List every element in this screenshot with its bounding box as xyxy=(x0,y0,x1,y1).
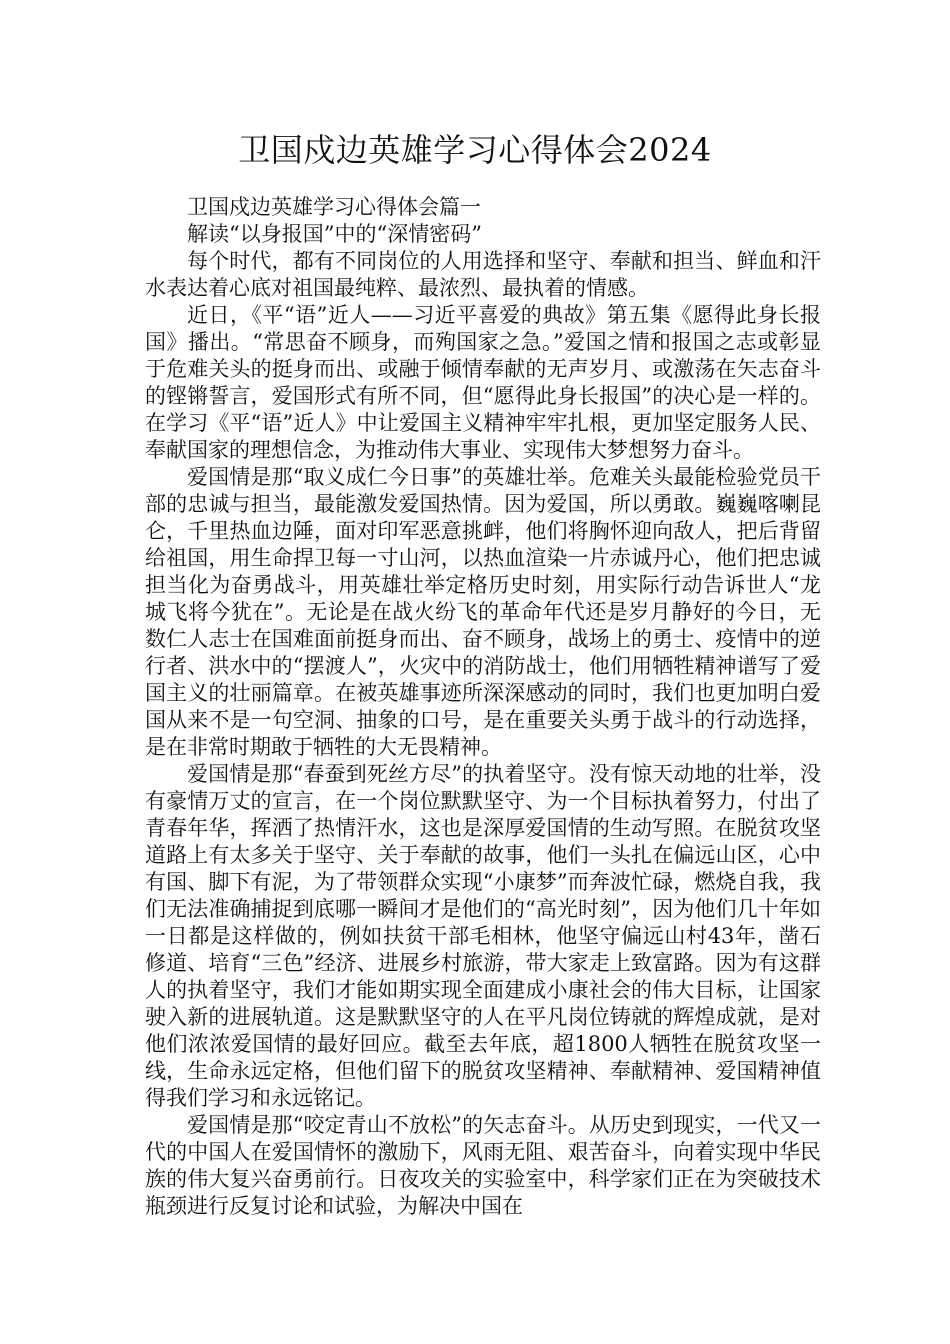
paragraph-intro: 每个时代，都有不同岗位的人用选择和坚守、奉献和担当、鲜血和汗水表达着心底对祖国最纯粹、最浓烈、最执着的情感。 xyxy=(145,249,821,300)
paragraph-broadcast: 近日，《平“语”近人——习近平喜爱的典故》第五集《愿得此身长报国》播出。“常思奋不顾身，而殉国家之急。”爱国之情和报国之志或彰显于危难关头的挺身而出、或融于倾情奉献的无声岁月、或激荡在矢志奋斗的铿锵誓言，爱国形式有所不同，但“愿得此身长报国”的决心是一样的。在学习《平“语”近人》中让爱国主义精神牢牢扎根，更加坚定服务人民、奉献国家的理想信念，为推动伟大事业、实现伟大梦想努力奋斗。 xyxy=(145,303,821,462)
paragraph-heroic-deeds: 爱国情是那“取义成仁今日事”的英雄壮举。危难关头最能检验党员干部的忠诚与担当，最能激发爱国热情。因为爱国，所以勇敢。巍巍喀喇昆仑，千里热血边陲，面对印军恶意挑衅，他们将胸怀迎向敌人，把后背留给祖国，用生命捍卫每一寸山河，以热血渲染一片赤诚丹心，他们把忠诚担当化为奋勇战斗，用英雄壮举定格历史时刻，用实际行动告诉世人“龙城飞将今犹在”。无论是在战火纷飞的革命年代还是岁月静好的今日，无数仁人志士在国难面前挺身而出、奋不顾身，战场上的勇士、疫情中的逆行者、洪水中的“摆渡人”，火灾中的消防战士，他们用牺牲精神谱写了爱国主义的壮丽篇章。在被英雄事迹所深深感动的同时，我们也更加明白爱国从来不是一句空洞、抽象的口号，是在重要关头勇于战斗的行动选择，是在非常时期敢于牺牲的大无畏精神。 xyxy=(145,465,821,759)
paragraph-section-heading: 卫国戍边英雄学习心得体会篇一 xyxy=(187,195,481,219)
paragraph-subheading: 解读“以身报国”中的“深情密码” xyxy=(187,222,482,246)
document-body xyxy=(145,194,821,1220)
document-title: 卫国戍边英雄学习心得体会2024 xyxy=(238,131,712,169)
paragraph-striving: 爱国情是那“咬定青山不放松”的矢志奋斗。从历史到现实，一代又一代的中国人在爱国情怀的激励下，风雨无阻、艰苦奋斗，向着实现中华民族的伟大复兴奋勇前行。日夜攻关的实验室中，科学家们正在为突破技术瓶颈进行反复讨论和试验，为解决中国在 xyxy=(145,1113,821,1218)
paragraph-persistence: 爱国情是那“春蚕到死丝方尽”的执着坚守。没有惊天动地的壮举，没有豪情万丈的宣言，在一个岗位默默坚守、为一个目标执着努力，付出了青春年华，挥洒了热情汗水，这也是深厚爱国情的生动写照。在脱贫攻坚道路上有太多关于坚守、关于奉献的故事，他们一头扎在偏远山区，心中有国、脚下有泥，为了带领群众实现“小康梦”而奔波忙碌，燃烧自我，我们无法准确捕捉到底哪一瞬间才是他们的“高光时刻”，因为他们几十年如一日都是这样做的，例如扶贫干部毛相林，他坚守偏远山村43年，凿石修道、培育“三色”经济、进展乡村旅游，带大家走上致富路。因为有这群人的执着坚守，我们才能如期实现全面建成小康社会的伟大目标，让国家驶入新的进展轨道。这是默默坚守的人在平凡岗位铸就的辉煌成就，是对他们浓浓爱国情的最好回应。截至去年底，超1800人牺牲在脱贫攻坚一线，生命永远定格，但他们留下的脱贫攻坚精神、奉献精神、爱国精神值得我们学习和永远铭记。 xyxy=(145,762,821,1110)
